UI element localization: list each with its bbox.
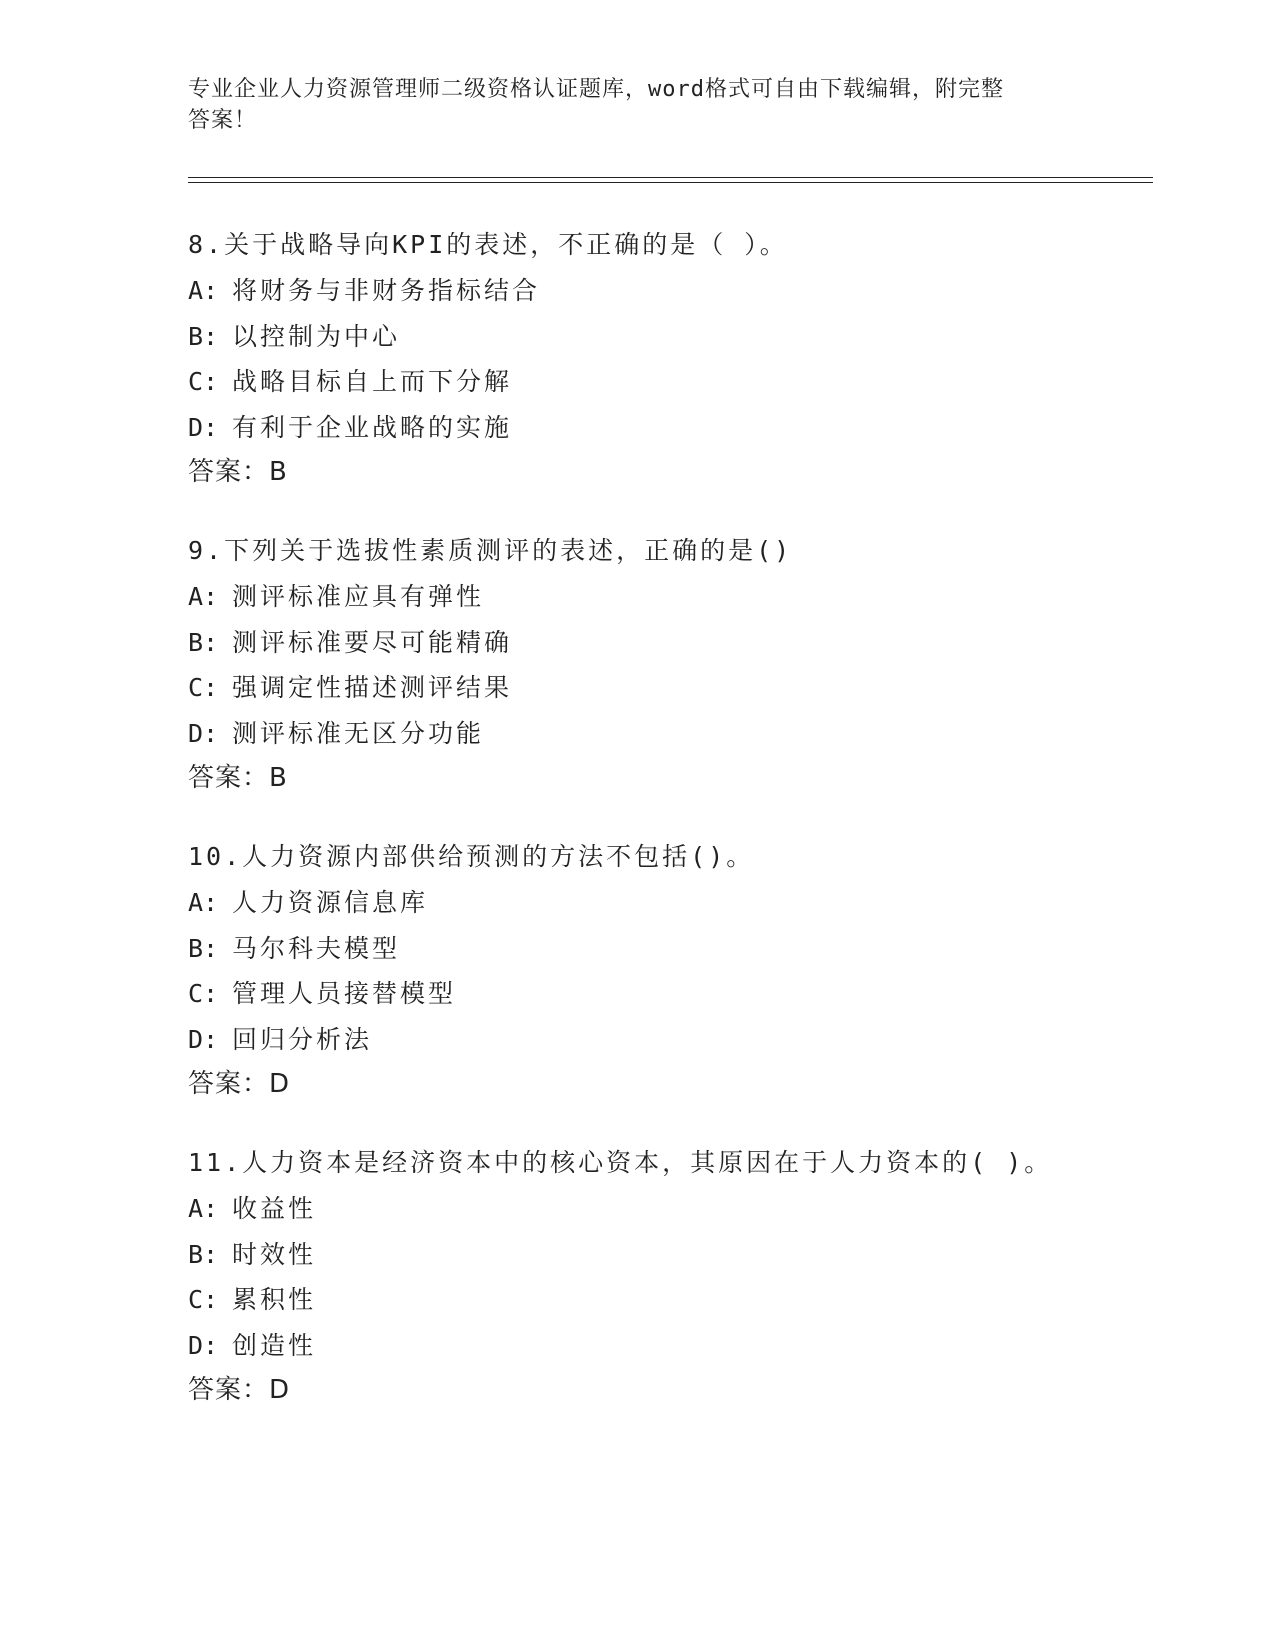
option-text: 以控制为中心 [232, 321, 401, 351]
header-divider-bottom [188, 182, 1153, 183]
option-key: D: [188, 1330, 219, 1360]
question-9 [188, 535, 1138, 807]
option-key: C: [188, 673, 219, 702]
question-title: 10.人力资源内部供给预测的方法不包括()。 [188, 842, 755, 871]
option-key: D: [188, 412, 219, 442]
document-header [188, 74, 1078, 136]
option-a [188, 581, 1138, 627]
option-text: 有利于企业战略的实施 [232, 412, 513, 442]
option-d [188, 718, 1138, 764]
option-c [188, 366, 1138, 412]
question-title: 11.人力资本是经济资本中的核心资本，其原因在于人力资本的( )。 [188, 1148, 1053, 1177]
answer-label: 答案：B [188, 763, 288, 793]
option-text: 马尔科夫模型 [232, 933, 401, 963]
option-d [188, 1024, 1138, 1070]
option-b [188, 627, 1138, 673]
option-b [188, 933, 1138, 979]
option-key: C: [188, 979, 219, 1008]
option-a [188, 1193, 1138, 1239]
option-text: 测评标准要尽可能精确 [232, 627, 513, 657]
question-11 [188, 1147, 1138, 1419]
option-a [188, 275, 1138, 321]
option-key: B: [188, 321, 219, 351]
question-title: 8.关于战略导向KPI的表述，不正确的是（ ）。 [188, 230, 788, 259]
option-d [188, 412, 1138, 458]
question-title: 9.下列关于选拔性素质测评的表述，正确的是() [188, 536, 793, 565]
option-key: D: [188, 718, 219, 748]
option-text: 测评标准应具有弹性 [232, 582, 485, 611]
option-key: B: [188, 1239, 219, 1269]
option-key: B: [188, 933, 219, 963]
option-c [188, 978, 1138, 1024]
header-line-2: 答案！ [188, 108, 258, 133]
option-key: A: [188, 888, 219, 917]
answer-label: 答案：D [188, 1375, 291, 1405]
option-b [188, 1239, 1138, 1285]
option-text: 管理人员接替模型 [232, 979, 457, 1008]
option-text: 累积性 [232, 1285, 317, 1314]
header-divider-top [188, 177, 1153, 178]
option-d [188, 1330, 1138, 1376]
option-key: A: [188, 276, 219, 305]
header-line-1: 专业企业人力资源管理师二级资格认证题库，word格式可自由下载编辑，附完整 [188, 77, 1004, 102]
option-text: 回归分析法 [232, 1024, 373, 1054]
option-a [188, 887, 1138, 933]
option-text: 时效性 [232, 1239, 317, 1269]
option-text: 创造性 [232, 1330, 317, 1360]
option-text: 强调定性描述测评结果 [232, 673, 513, 702]
question-10 [188, 841, 1138, 1113]
option-text: 收益性 [232, 1194, 317, 1223]
option-key: A: [188, 582, 219, 611]
option-key: D: [188, 1024, 219, 1054]
question-8 [188, 229, 1138, 501]
answer-label: 答案：B [188, 457, 288, 487]
option-text: 测评标准无区分功能 [232, 718, 485, 748]
option-text: 人力资源信息库 [232, 888, 429, 917]
option-key: C: [188, 1285, 219, 1314]
option-c [188, 1284, 1138, 1330]
option-b [188, 321, 1138, 367]
option-c [188, 672, 1138, 718]
option-text: 战略目标自上而下分解 [232, 367, 513, 396]
answer-label: 答案：D [188, 1069, 291, 1099]
option-key: B: [188, 627, 219, 657]
option-key: A: [188, 1194, 219, 1223]
option-key: C: [188, 367, 219, 396]
option-text: 将财务与非财务指标结合 [232, 276, 541, 305]
